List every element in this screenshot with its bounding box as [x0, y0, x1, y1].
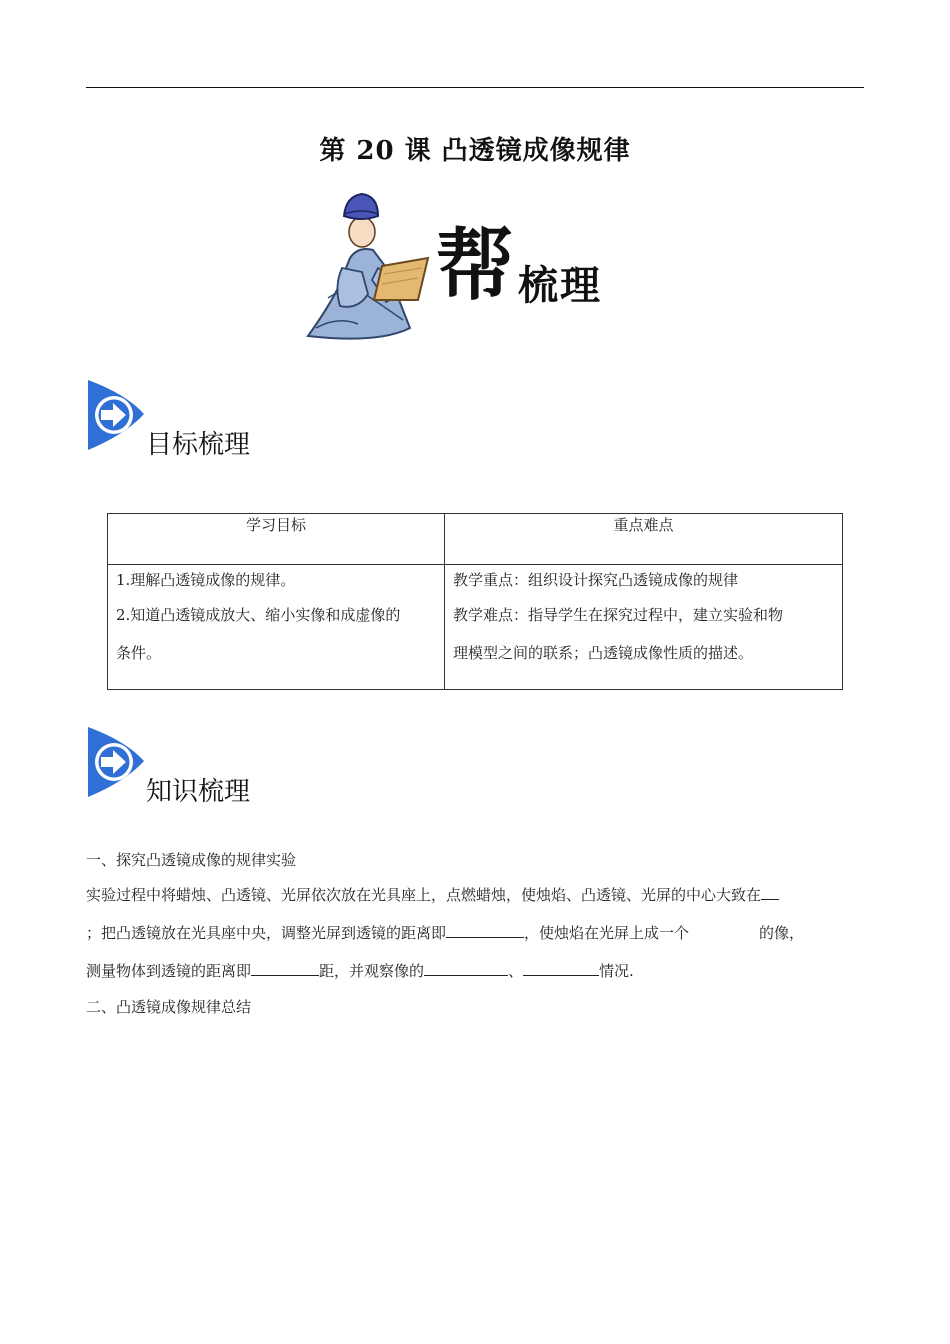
arrow-badge-icon [86, 725, 146, 799]
text-segment: ；把凸透镜放在光具座中央，调整光屏到透镜的距离即 [86, 924, 447, 942]
text-segment: 的像， [759, 924, 805, 942]
table-header-row [108, 514, 843, 565]
table-row [108, 565, 843, 690]
banner-big-char: 帮 [436, 220, 515, 311]
fill-blank [523, 961, 599, 976]
text-segment: 情况. [599, 962, 634, 980]
section-title-knowledge: 知识梳理 [146, 777, 251, 807]
top-rule [86, 87, 864, 88]
fill-blank [424, 961, 508, 976]
text-segment: 测量物体到透镜的距离即 [86, 962, 252, 980]
text-segment: 距，并观察像的 [319, 962, 425, 980]
table-cell-goals [108, 565, 445, 690]
table-header-cell: 学习目标 [108, 514, 445, 565]
keypoint-line: 教学难点：指导学生在探究过程中，建立实验和物 [453, 606, 784, 624]
table-header-cell: 重点难点 [445, 514, 843, 565]
fill-blank [446, 923, 524, 938]
text-segment: 、 [508, 962, 524, 980]
page-title: 第 20 课 凸透镜成像规律 [319, 136, 631, 166]
knowledge-paragraph-line [86, 960, 634, 981]
goal-line: 1.理解凸透镜成像的规律。 [116, 571, 296, 589]
goal-line: 2.知道凸透镜成放大、缩小实像和成虚像的 [116, 606, 401, 624]
fill-blank [251, 961, 319, 976]
table-cell-keypoints [445, 565, 843, 690]
banner [298, 188, 638, 348]
goal-line: 条件。 [116, 644, 162, 662]
keypoint-line: 理模型之间的联系；凸透镜成像性质的描述。 [453, 644, 754, 662]
scholar-illustration [298, 188, 438, 348]
text-segment: 实验过程中将蜡烛、凸透镜、光屏依次放在光具座上，点燃蜡烛，使烛焰、凸透镜、光屏的中心大致在 [86, 886, 762, 904]
banner-small-text: 梳理 [518, 262, 602, 309]
section-title-goals: 目标梳理 [146, 430, 251, 460]
knowledge-heading-1: 一、探究凸透镜成像的规律实验 [86, 851, 297, 869]
goals-table [107, 513, 843, 690]
text-segment: ，使烛焰在光屏上成一个 [524, 924, 690, 942]
arrow-badge-icon [86, 378, 146, 452]
knowledge-paragraph-line [86, 884, 779, 905]
keypoint-line: 教学重点：组织设计探究凸透镜成像的规律 [453, 571, 739, 589]
knowledge-paragraph-line [86, 922, 804, 943]
knowledge-heading-2: 二、凸透镜成像规律总结 [86, 998, 252, 1016]
fill-blank [761, 885, 779, 900]
